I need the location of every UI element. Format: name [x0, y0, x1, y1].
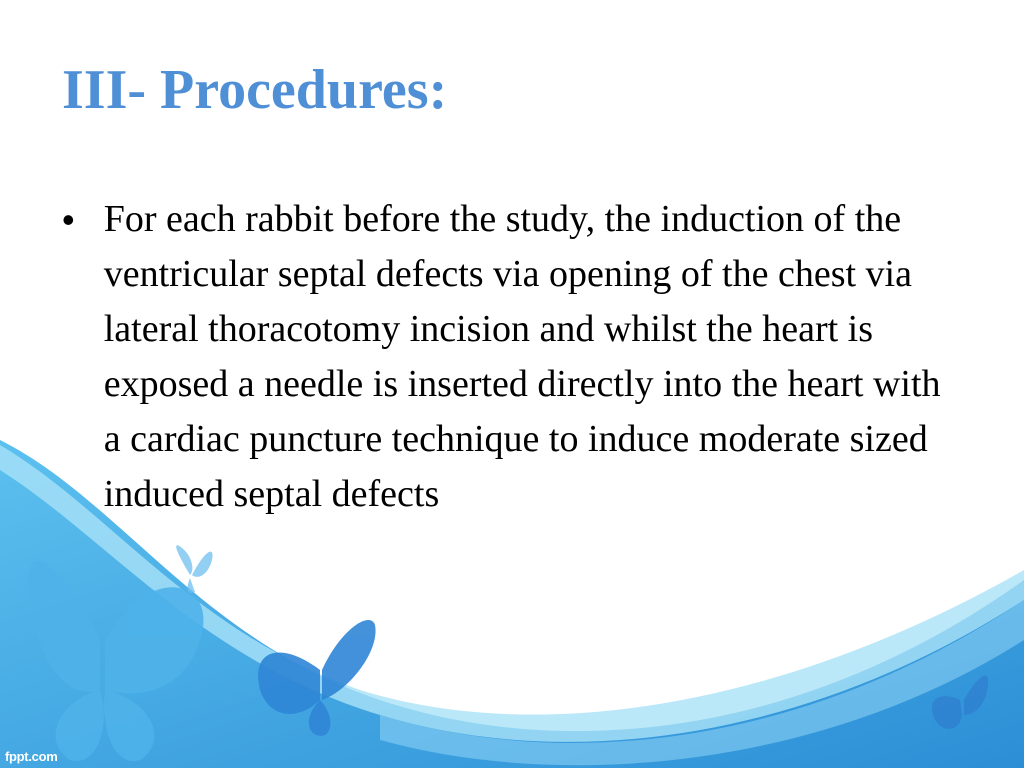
slide-title: III- Procedures:: [62, 59, 448, 121]
bullet-list: [58, 192, 958, 522]
bullet-dot-icon: •: [62, 199, 75, 240]
footer-brand: fppt.com: [5, 749, 58, 764]
bullet-text: For each rabbit before the study, the induction of the ventricular septal defects via opening of the chest via lateral thoracotomy incision and whilst the heart is exposed a needle is inserted directly into the heart with a cardiac puncture technique to induce moderate sized induced septal defects: [103, 198, 941, 515]
bullet-item: [58, 192, 958, 522]
